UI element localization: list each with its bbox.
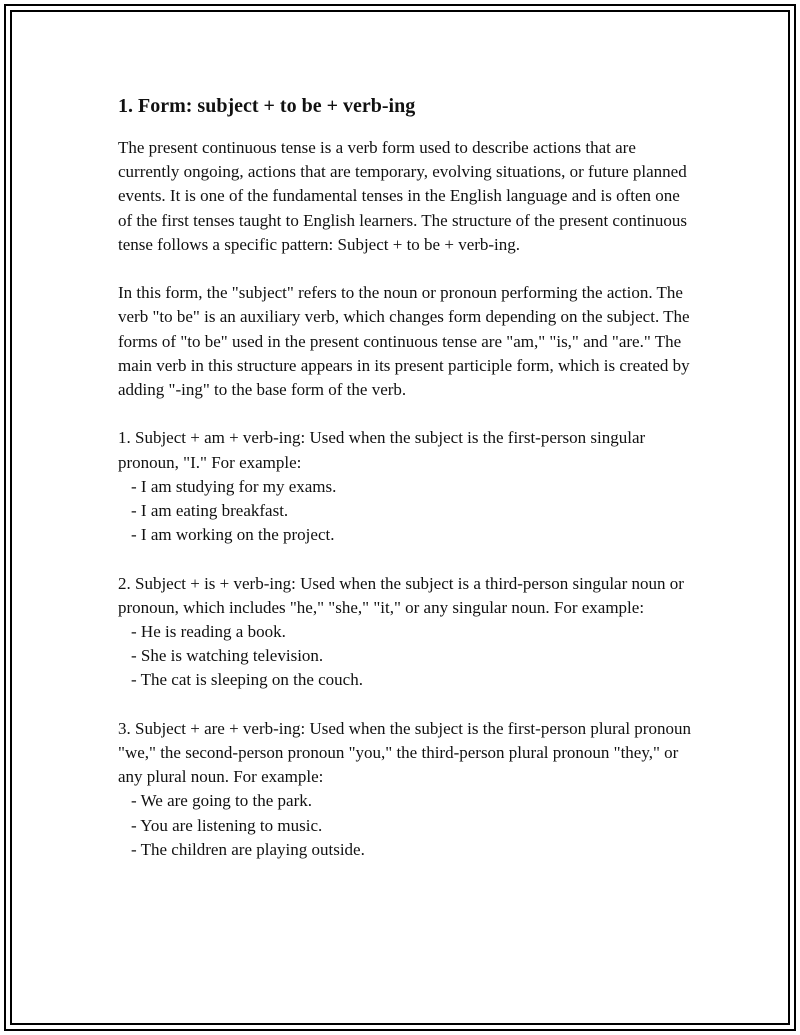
example-line: - The cat is sleeping on the couch. [131, 670, 363, 690]
example-line: - The children are playing outside. [131, 839, 365, 859]
example-line: - You are listening to music. [131, 815, 323, 835]
rule-text: 1. Subject + am + verb-ing: Used when the subject is the first-person singular pronoun, "I." For example: [118, 428, 646, 472]
section-heading: 1. Form: subject + to be + verb-ing [118, 95, 416, 117]
paragraph-gap [118, 547, 693, 571]
form-explanation-paragraph: In this form, the "subject" refers to the noun or pronoun performing the action. The verb "to be" is an auxiliary verb, which changes form depending on the subject. The forms of "to be" used in the present continuous tense are "am," "is," and "are." The main verb in this structure appears in its present participle form, which is created by adding "-ing" to the base form of the verb. [118, 283, 690, 400]
example-line: - She is watching television. [131, 646, 324, 666]
rule-block-are [118, 717, 693, 862]
example-line: - I am working on the project. [131, 525, 335, 545]
rule-block-is [118, 572, 693, 693]
example-line: - He is reading a book. [131, 622, 286, 642]
intro-paragraph: The present continuous tense is a verb form used to describe actions that are currently ongoing, actions that are temporary, evolving situations, or future planned events. It is one of the fundamental tenses in the English language and is often one of the first tenses taught to English learners. The structure of the present continuous tense follows a specific pattern: Subject + to be + verb-ing. [118, 138, 688, 254]
paragraph-gap [118, 402, 693, 426]
rule-block-am [118, 426, 693, 547]
example-line: - We are going to the park. [131, 791, 313, 811]
example-line: - I am studying for my exams. [131, 476, 337, 496]
paragraph-gap [118, 693, 693, 717]
rule-text: 2. Subject + is + verb-ing: Used when the subject is a third-person singular noun or pronoun, which includes "he," "she," "it," or any singular noun. For example: [118, 573, 684, 617]
paragraph-gap [118, 257, 693, 281]
document-body [118, 92, 693, 862]
rule-text: 3. Subject + are + verb-ing: Used when the subject is the first-person plural pronoun "we," the second-person pronoun "you," the third-person plural pronoun "they," or any plural noun. For example: [118, 718, 691, 787]
example-line: - I am eating breakfast. [131, 501, 289, 521]
